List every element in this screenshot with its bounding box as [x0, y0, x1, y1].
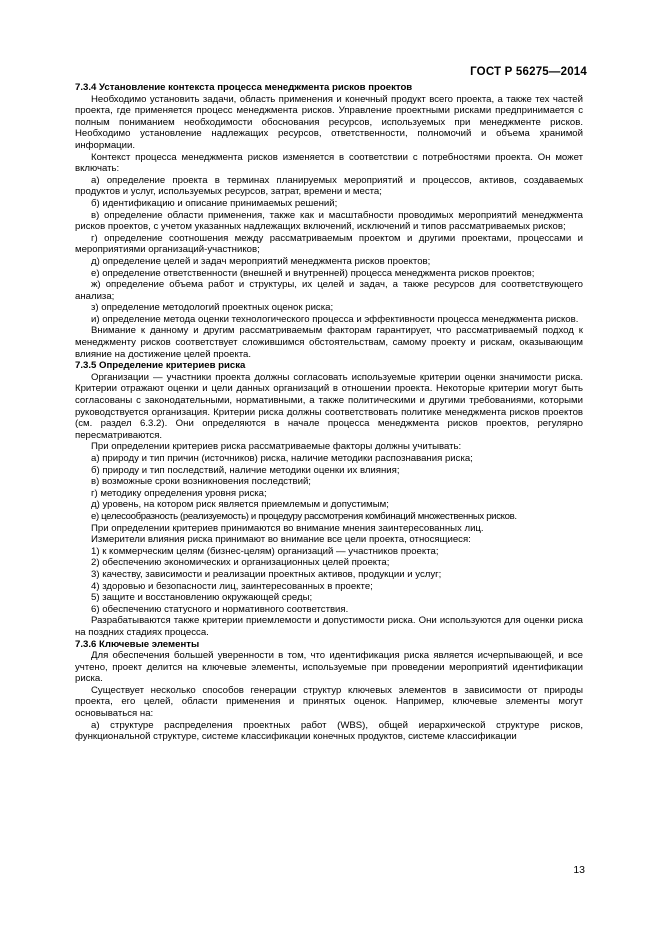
list-item: ж) определение объема работ и структуры, их целей и задач, а также ресурсов для соответствующего анализа; [75, 279, 583, 302]
numbered-item: 3) качеству, зависимости и реализации проектных активов, продукции и услуг; [91, 568, 442, 580]
numbered-item: 6) обеспечению статусного и нормативного соответствия. [91, 603, 349, 615]
list-item: в) определение области применения, также как и масштабности проводимых мероприятий менеджмента рисков проектов, с учетом указанных надлежащих включений, исключений и типов рассматриваемых рисков; [75, 209, 583, 233]
numbered-item: 1) к коммерческим целям (бизнес-целям) организаций — участников проекта; [91, 545, 439, 557]
list-item: д) уровень, на котором риск является приемлемым и допустимым; [91, 499, 389, 511]
numbered-item: 5) защите и восстановлению окружающей среды; [91, 592, 313, 604]
paragraph: Контекст процесса менеджмента рисков изменяется в соответствии с потребностями проекта. Он может включать: [75, 151, 583, 175]
numbered-item: 4) здоровью и безопасности лиц, заинтересованных в проекте; [91, 580, 373, 592]
paragraph: Измерители влияния риска принимают во внимание все цели проекта, относящиеся: [91, 534, 471, 546]
paragraph: При определении критериев принимаются во внимание мнения заинтересованных лиц. [91, 522, 484, 534]
page-number: 13 [573, 864, 585, 876]
list-item: а) определение проекта в терминах планируемых мероприятий и процессов, активов, создаваемых продуктов и услуг, используемых ресурсов, затрат, времени и места; [75, 174, 583, 198]
paragraph: Для обеспечения большей уверенности в том, что идентификация риска является исчерпывающей, и все учтено, проект делится на ключевые элементы, используемые при проведении мероприятий идентификации риска. [75, 650, 583, 685]
paragraph: Разрабатываются также критерии приемлемости и допустимости риска. Они используются для оценки риска на поздних стадиях процесса. [75, 615, 583, 638]
list-item: г) методику определения уровня риска; [91, 487, 267, 499]
list-item: д) определение целей и задач мероприятий менеджмента рисков проектов; [91, 255, 431, 267]
section-heading: 7.3.6 Ключевые элементы [75, 638, 200, 650]
numbered-item: 2) обеспечению экономических и организационных целей проекта; [91, 557, 390, 569]
list-item: а) природу и тип причин (источников) риска, наличие методики распознавания риска; [91, 453, 473, 464]
section-heading: 7.3.5 Определение критериев риска [75, 360, 246, 372]
list-item: и) определение метода оценки технологического процесса и эффективности процесса менеджмента рисков. [91, 313, 579, 325]
list-item: г) определение соотношения между рассматриваемым проектом и другими проектами, процессами и мероприятиями организаций-участников; [75, 232, 583, 256]
list-item: е) целесообразность (реализуемость) и процедуру рассмотрения комбинаций множественных рисков. [91, 510, 517, 522]
list-item: е) определение ответственности (внешней и внутренней) процесса менеджмента рисков проектов; [91, 267, 535, 279]
section-heading: 7.3.4 Установление контекста процесса менеджмента рисков проектов [75, 82, 413, 93]
paragraph: Организации — участники проекта должны согласовать используемые критерии оценки значимости риска. Критерии отражают оценки и цели данных организаций в отношении проекта. Некоторые критерии могут быть согласованы с законодательными, нормативными, а также политическими и другими требованиями, которыми руководствуется организация. Критерии риска должны соответствовать политике менеджмента рисков проектов (см. раздел 6.3.2). Они определяются в начале процесса менеджмента рисков проектов, регулярно пересматриваются. [75, 371, 583, 441]
list-item: а) структуре распределения проектных работ (WBS), общей иерархической структуре рисков, функциональной структуре, системе классификации конечных продуктов, системе классификации [75, 719, 583, 743]
list-item: б) идентификацию и описание принимаемых решений; [91, 197, 338, 209]
list-item: б) природу и тип последствий, наличие методики оценки их влияния; [91, 464, 400, 476]
paragraph: Внимание к данному и другим рассматриваемым факторам гарантирует, что рассматриваемый подход к менеджменту рисков соответствует сложившимся обстоятельствам, самому проекту и рискам, оказывающим влияние на достижение целей проекта. [75, 325, 583, 360]
paragraph: Необходимо установить задачи, область применения и конечный продукт всего проекта, а также тех частей проекта, где применяется процесс менеджмента рисков. Управление проектными рисками предпринимается с полным пониманием необходимости обоснования ресурсов, используемых при менеджменте рисков. Необходимо установление надлежащих ресурсов, ответственности, полномочий и объема хранимой информации. [75, 93, 583, 151]
list-item: в) возможные сроки возникновения последствий; [91, 476, 311, 488]
paragraph: Существует несколько способов генерации структур ключевых элементов в зависимости от природы проекта, его целей, области применения и принятых оценок. Например, ключевые элементы могут основываться на: [75, 684, 583, 720]
list-item: з) определение методологий проектных оценок риска; [91, 302, 334, 314]
page-content [75, 82, 583, 743]
standard-number: ГОСТ Р 56275—2014 [470, 66, 587, 78]
paragraph: При определении критериев риска рассматриваемые факторы должны учитывать: [91, 441, 462, 453]
